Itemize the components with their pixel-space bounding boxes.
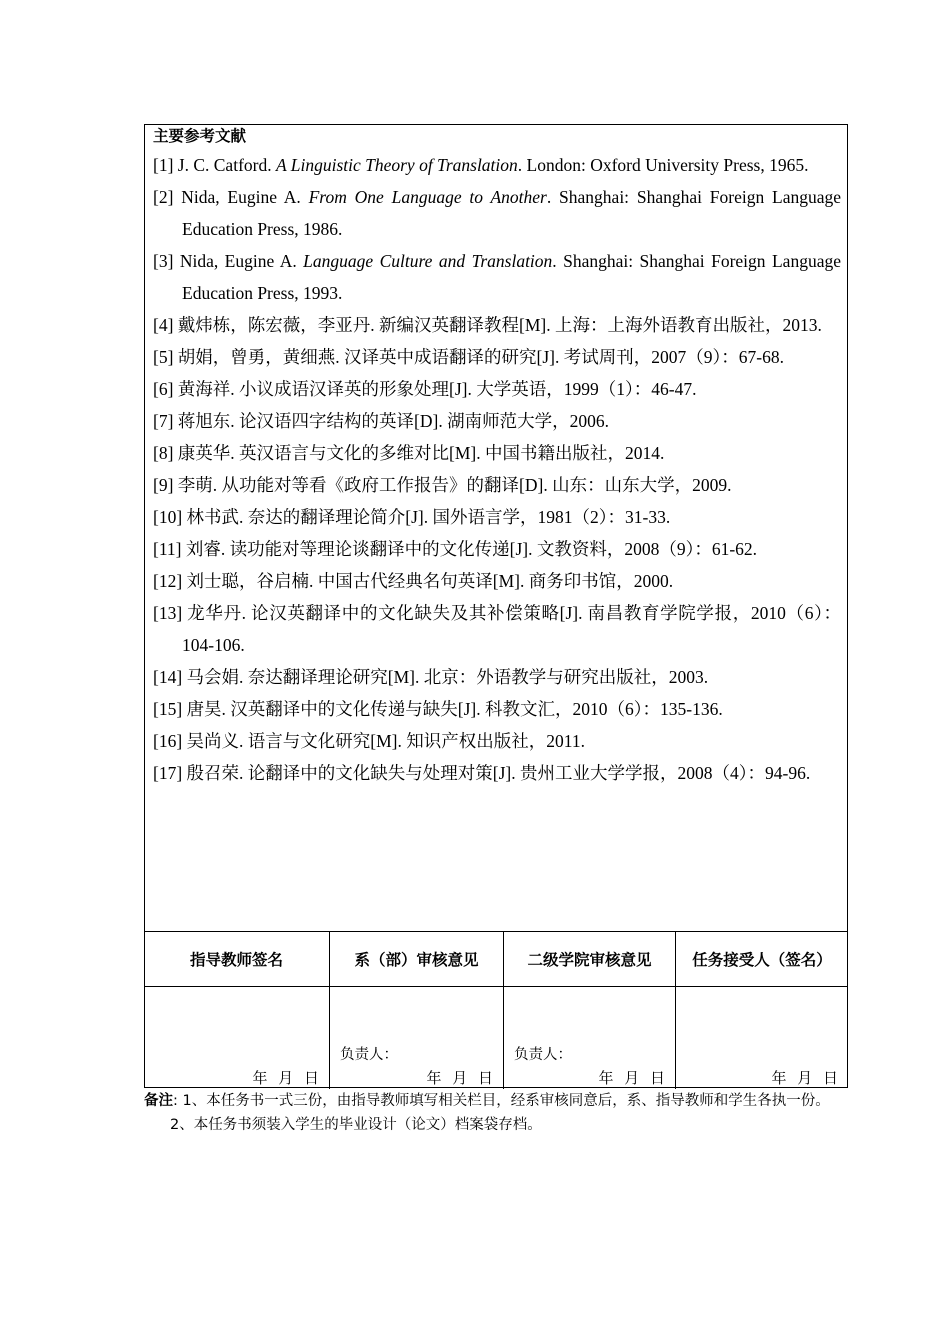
header-department-review: 系（部）审核意见	[329, 931, 503, 986]
date-label: 年 月 日	[771, 1069, 838, 1087]
reference-item: [13] 龙华丹. 论汉英翻译中的文化缺失及其补偿策略[J]. 南昌教育学院学报，2010（6）：104-106.	[153, 603, 841, 655]
header-recipient-signature: 任务接受人（签名）	[675, 931, 848, 986]
reference-item: [9] 李萌. 从功能对等看《政府工作报告》的翻译[D]. 山东：山东大学，2009.	[153, 475, 732, 495]
reference-item: [3] Nida, Eugine A. Language Culture and Translation. Shanghai: Shanghai Foreign Language Education Press, 1993.	[153, 251, 841, 303]
task-form-frame	[144, 124, 848, 1088]
responsible-label: 负责人：	[340, 1047, 398, 1063]
reference-item: [2] Nida, Eugine A. From One Language to Another. Shanghai: Shanghai Foreign Language Education Press, 1986.	[153, 187, 841, 239]
reference-item: [8] 康英华. 英汉语言与文化的多维对比[M]. 中国书籍出版社，2014.	[153, 443, 665, 463]
responsible-label: 负责人：	[514, 1047, 572, 1063]
reference-item: [16] 吴尚义. 语言与文化研究[M]. 知识产权出版社，2011.	[153, 731, 585, 751]
note-1	[144, 1090, 834, 1112]
note-1-text: : 1、本任务书一式三份，由指导教师填写相关栏目，经系审核同意后，系、指导教师和学生各执一份。	[173, 1093, 830, 1109]
date-label: 年 月 日	[252, 1069, 319, 1087]
notes-label: 备注	[144, 1093, 173, 1109]
advisor-signature-cell[interactable]	[144, 986, 329, 1089]
reference-item: [5] 胡娟，曾勇，黄细燕. 汉译英中成语翻译的研究[J]. 考试周刊，2007（9）：67-68.	[153, 347, 784, 367]
reference-item: [11] 刘睿. 读功能对等理论谈翻译中的文化传递[J]. 文教资料，2008（9）：61-62.	[153, 539, 758, 559]
reference-item: [14] 马会娟. 奈达翻译理论研究[M]. 北京：外语教学与研究出版社，2003.	[153, 667, 709, 687]
reference-item: [17] 殷召荣. 论翻译中的文化缺失与处理对策[J]. 贵州工业大学学报，2008（4）：94-96.	[153, 763, 811, 783]
header-college-review: 二级学院审核意见	[503, 931, 675, 986]
references-title: 主要参考文献	[153, 127, 247, 145]
reference-item: [10] 林书武. 奈达的翻译理论简介[J]. 国外语言学，1981（2）：31-33.	[153, 507, 671, 527]
references-section	[153, 125, 841, 789]
reference-list	[153, 149, 841, 789]
date-label: 年 月 日	[426, 1069, 493, 1087]
reference-item: [15] 唐昊. 汉英翻译中的文化传递与缺失[J]. 科教文汇，2010（6）：135-136.	[153, 699, 723, 719]
header-advisor-signature: 指导教师签名	[144, 931, 329, 986]
reference-item: [12] 刘士聪，谷启楠. 中国古代经典名句英译[M]. 商务印书馆，2000.	[153, 571, 674, 591]
reference-item: [7] 蒋旭东. 论汉语四字结构的英译[D]. 湖南师范大学，2006.	[153, 411, 609, 431]
reference-item: [1] J. C. Catford. A Linguistic Theory of Translation. London: Oxford University Press, 1965.	[153, 155, 809, 175]
notes	[144, 1090, 834, 1136]
date-label: 年 月 日	[598, 1069, 665, 1087]
reference-item: [6] 黄海祥. 小议成语汉译英的形象处理[J]. 大学英语，1999（1）：46-47.	[153, 379, 697, 399]
department-review-cell[interactable]	[329, 986, 503, 1089]
reference-item: [4] 戴炜栋，陈宏薇，李亚丹. 新编汉英翻译教程[M]. 上海：上海外语教育出版社，2013.	[153, 315, 822, 335]
college-review-cell[interactable]	[503, 986, 675, 1089]
note-2: 2、本任务书须装入学生的毕业设计（论文）档案袋存档。	[170, 1117, 542, 1133]
recipient-signature-cell[interactable]	[675, 986, 848, 1089]
signature-table	[144, 931, 848, 1089]
